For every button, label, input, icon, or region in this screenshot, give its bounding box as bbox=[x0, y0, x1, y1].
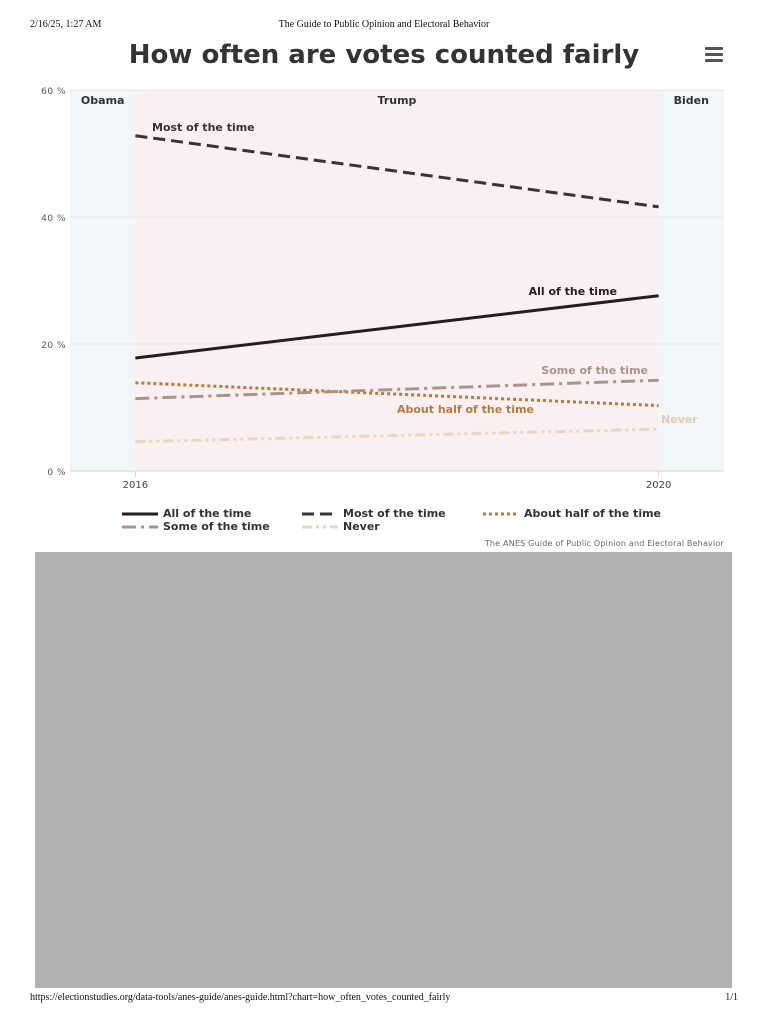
y-tick-label: 60 % bbox=[41, 87, 66, 97]
series-data-label: Most of the time bbox=[152, 121, 255, 134]
legend-label: About half of the time bbox=[524, 507, 662, 520]
print-footer bbox=[0, 992, 768, 1006]
x-tick-label: 2016 bbox=[122, 480, 149, 491]
series-data-label: All of the time bbox=[528, 285, 617, 298]
y-tick-label: 40 % bbox=[41, 214, 66, 224]
legend-swatch bbox=[483, 509, 519, 519]
series-data-label: Never bbox=[661, 413, 698, 426]
print-url: https://electionstudies.org/data-tools/anes-guide/anes-guide.html?chart=how_often_votes_counted_fairly bbox=[30, 992, 451, 1003]
chart-title: How often are votes counted fairly bbox=[128, 40, 640, 70]
legend-swatch bbox=[302, 509, 338, 519]
presidency-label: Obama bbox=[80, 94, 125, 107]
print-header bbox=[0, 19, 768, 33]
legend-swatch bbox=[302, 522, 338, 532]
legend-label: All of the time bbox=[163, 507, 252, 520]
presidency-label: Trump bbox=[377, 94, 417, 107]
print-date: 2/16/25, 1:27 AM bbox=[30, 19, 102, 30]
legend-label: Never bbox=[343, 520, 380, 533]
print-title: The Guide to Public Opinion and Electoral Behavior bbox=[278, 19, 490, 30]
legend-swatch bbox=[122, 522, 158, 532]
presidency-band-obama bbox=[70, 90, 135, 471]
legend-label: Some of the time bbox=[163, 520, 270, 533]
legend-swatch bbox=[122, 509, 158, 519]
blank-content-area bbox=[35, 552, 732, 988]
hamburger-menu-icon[interactable] bbox=[703, 45, 725, 67]
series-data-label: Some of the time bbox=[541, 364, 648, 377]
y-tick-label: 0 % bbox=[47, 468, 66, 478]
series-data-label: About half of the time bbox=[396, 403, 534, 416]
x-tick-label: 2020 bbox=[645, 480, 672, 491]
legend-label: Most of the time bbox=[343, 507, 446, 520]
y-tick-label: 20 % bbox=[41, 341, 66, 351]
chart-legend bbox=[0, 507, 768, 539]
line-chart bbox=[0, 80, 768, 500]
print-page-number: 1/1 bbox=[725, 992, 738, 1003]
chart-credit[interactable]: The ANES Guide of Public Opinion and Electoral Behavior bbox=[484, 539, 724, 548]
presidency-label: Biden bbox=[673, 94, 709, 107]
